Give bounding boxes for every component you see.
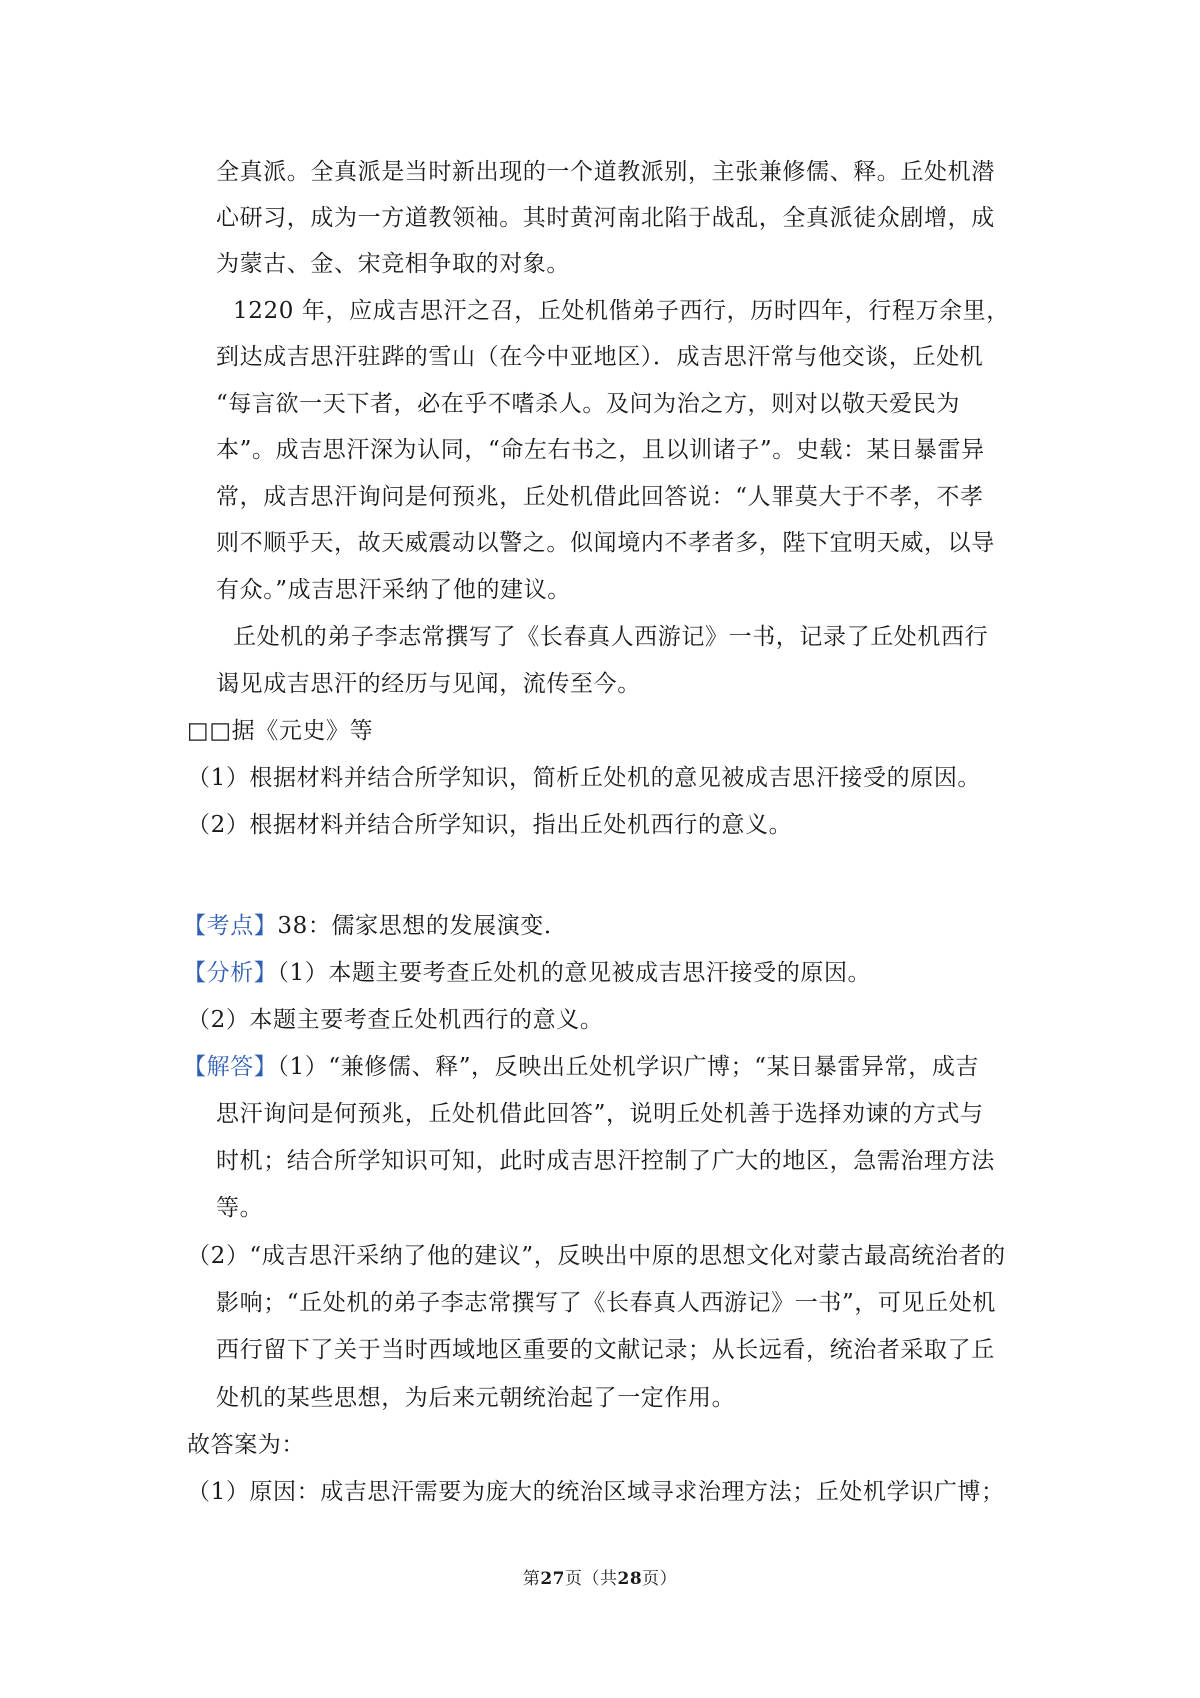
material-p1-line-3: 为蒙古、金、宋竞相争取的对象。	[216, 251, 570, 277]
kaodian-text: 38：儒家思想的发展演变．	[277, 913, 568, 939]
material-p3-line-2: 谒见成吉思汗的经历与见闻，流传至今。	[216, 671, 641, 697]
fenxi-line-1	[183, 958, 871, 988]
material-p2-line-7: 有众。”成吉思汗采纳了他的建议。	[216, 577, 571, 603]
material-p1-line-1: 全真派。全真派是当时新出现的一个道教派别，主张兼修儒、释。丘处机潜	[216, 159, 995, 185]
answer-intro: 故答案为：	[187, 1432, 305, 1458]
material-p2-line-5: 常，成吉思汗询问是何预兆，丘处机借此回答说：“人罪莫大于不孝，不孝	[216, 484, 984, 510]
jieda-line-1	[183, 1052, 979, 1082]
fenxi-line-2: （2）本题主要考查丘处机西行的意义。	[187, 1007, 604, 1033]
jieda-p1-line-3: 时机；结合所学知识可知，此时成吉思汗控制了广大的地区，急需治理方法	[216, 1148, 995, 1174]
footer-total-pages: 28	[617, 1569, 643, 1589]
footer-post: 页）	[642, 1569, 678, 1589]
page-footer	[0, 1568, 1200, 1590]
jieda-first: （1）“兼修儒、释”，反映出丘处机学识广博；“某日暴雷异常，成吉	[277, 1054, 980, 1080]
jieda-p2-line-1: （2）“成吉思汗采纳了他的建议”，反映出中原的思想文化对蒙古最高统治者的	[187, 1243, 1006, 1269]
footer-page-number: 27	[540, 1569, 565, 1589]
material-p2-line-1: 1220 年，应成吉思汗之召，丘处机偕弟子西行，历时四年，行程万余里，	[233, 298, 1010, 324]
jieda-tag: 【解答】	[183, 1054, 278, 1080]
kaodian-line	[183, 911, 567, 941]
question-2: （2）根据材料并结合所学知识，指出丘处机西行的意义。	[187, 812, 793, 838]
jieda-p1-line-4: 等。	[216, 1195, 264, 1221]
fenxi-text: （1）本题主要考查丘处机的意见被成吉思汗接受的原因。	[277, 960, 872, 986]
question-1: （1）根据材料并结合所学知识，简析丘处机的意见被成吉思汗接受的原因。	[187, 765, 982, 791]
material-p3-line-1: 丘处机的弟子李志常撰写了《长春真人西游记》一书，记录了丘处机西行	[233, 624, 989, 650]
jieda-p2-line-3: 西行留下了关于当时西域地区重要的文献记录；从长远看，统治者采取了丘	[216, 1337, 995, 1363]
material-source: □□据《元史》等	[187, 718, 374, 744]
jieda-p2-line-2: 影响；“丘处机的弟子李志常撰写了《长春真人西游记》一书”，可见丘处机	[216, 1290, 996, 1316]
material-p1-line-2: 心研习，成为一方道教领袖。其时黄河南北陷于战乱，全真派徒众剧增，成	[216, 205, 995, 231]
material-p2-line-4: 本”。成吉思汗深为认同，“命左右书之，且以训诸子”。史载：某日暴雷异	[216, 437, 985, 463]
answer-line-1: （1）原因：成吉思汗需要为庞大的统治区域寻求治理方法；丘处机学识广博；	[187, 1479, 1005, 1505]
jieda-p2-line-4: 处机的某些思想，为后来元朝统治起了一定作用。	[216, 1385, 736, 1411]
fenxi-tag: 【分析】	[183, 960, 278, 986]
jieda-p1-line-2: 思汗询问是何预兆，丘处机借此回答”，说明丘处机善于选择劝谏的方式与	[216, 1101, 984, 1127]
footer-pre: 第	[522, 1569, 541, 1589]
material-p2-line-2: 到达成吉思汗驻跸的雪山（在今中亚地区）．成吉思汗常与他交谈，丘处机	[216, 344, 984, 370]
footer-mid: 页（共	[565, 1569, 618, 1589]
material-p2-line-6: 则不顺乎天，故天威震动以警之。似闻境内不孝者多，陛下宜明天威，以导	[216, 530, 995, 556]
material-p2-line-3: “每言欲一天下者，必在乎不嗜杀人。及问为治之方，则对以敬天爱民为	[216, 391, 960, 417]
kaodian-tag: 【考点】	[183, 913, 278, 939]
